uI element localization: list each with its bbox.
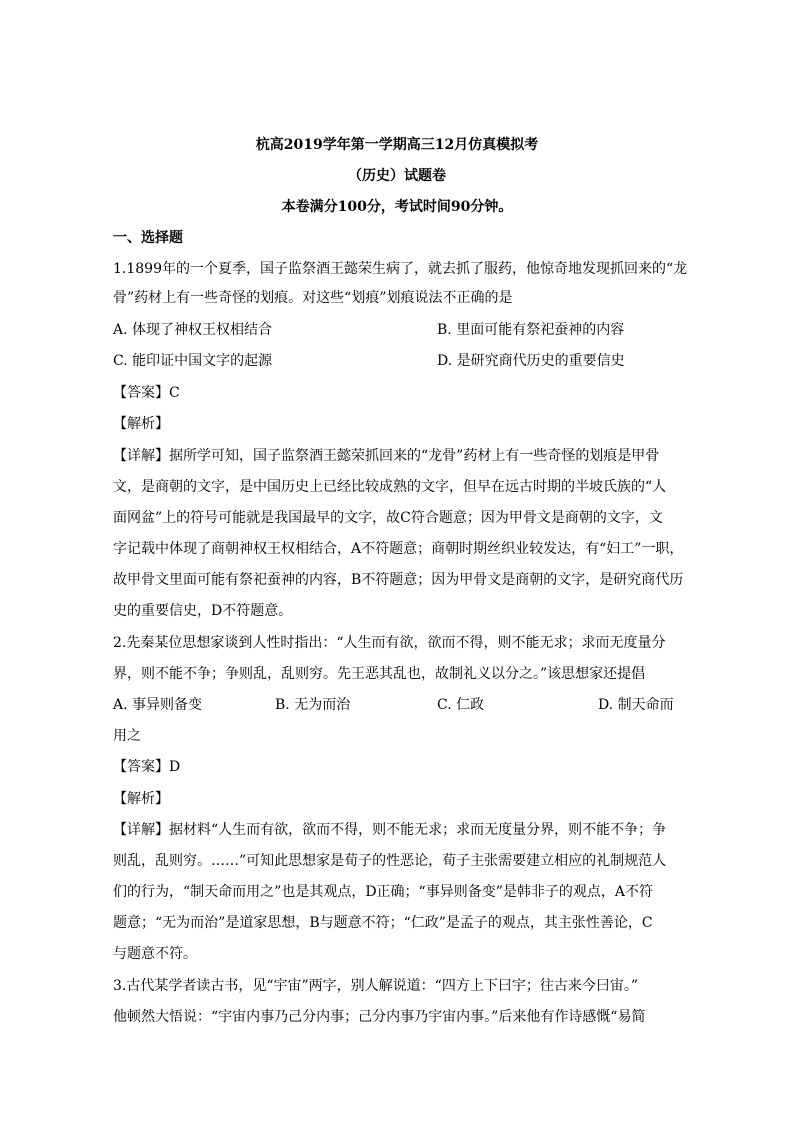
q2-detail-line: 则乱，乱则穷。……”可知此思想家是荀子的性恶论，荀子主张需要建立相应的礼制规范人 xyxy=(113,853,667,869)
q1-option-a: A. 体现了神权王权相结合 xyxy=(113,322,273,338)
q2-detail-line: 们的行为，“制天命而用之”也是其观点，D正确；“事异则备变”是韩非子的观点，A不符 xyxy=(113,884,653,900)
q2-stem-line: 界，则不能不争；争则乱，乱则穷。先王恶其乱也，故制礼义以分之。”该思想家还提倡 xyxy=(113,666,646,682)
q1-option-b: B. 里面可能有祭祀蚕神的内容 xyxy=(437,322,625,338)
q1-stem-line: 骨”药材上有一些奇怪的划痕。对这些“划痕”划痕说法不正确的是 xyxy=(113,290,513,306)
q2-option-d: D. 制天命而 xyxy=(598,697,674,713)
q1-detail-line: 史的重要信史，D不符题意。 xyxy=(113,603,293,619)
q1-detail-line: 面网盆”上的符号可能就是我国最早的文字，故C符合题意；因为甲骨文是商朝的文字，文 xyxy=(113,510,663,526)
q2-detail-line: 题意；“无为而治”是道家思想，B与题意不符；“仁政”是孟子的观点，其主张性善论，C xyxy=(113,915,653,931)
q2-option-a: A. 事异则备变 xyxy=(113,697,203,713)
q2-option-c: C. 仁政 xyxy=(437,697,485,713)
exam-info: 本卷满分100分，考试时间90分钟。 xyxy=(281,199,513,215)
q1-detail-line: 【详解】据所学可知，国子监祭酒王懿荣抓回来的“龙骨”药材上有一些奇怪的划痕是甲骨 xyxy=(113,448,660,464)
q1-answer: 【答案】C xyxy=(113,385,180,401)
q1-detail-line: 文，是商朝的文字，是中国历史上已经比较成熟的文字，但早在远古时期的半坡氏族的“人 xyxy=(113,479,667,495)
q2-answer: 【答案】D xyxy=(113,759,181,775)
q1-detail-line: 故甲骨文里面可能有祭祀蚕神的内容，B不符题意；因为甲骨文是商朝的文字，是研究商代历 xyxy=(113,572,684,588)
q1-option-c: C. 能印证中国文字的起源 xyxy=(113,353,273,369)
q1-analysis-label: 【解析】 xyxy=(113,416,169,432)
q2-detail-line: 【详解】据材料“人生而有欲，欲而不得，则不能无求；求而无度量分界，则不能不争；争 xyxy=(113,822,667,838)
q2-detail-line: 与题意不符。 xyxy=(113,946,197,962)
q2-stem-line: 2.先秦某位思想家谈到人性时指出：“人生而有欲，欲而不得，则不能无求；求而无度量分 xyxy=(113,635,666,651)
q2-option-d-cont: 用之 xyxy=(113,728,141,744)
exam-subtitle: （历史）试题卷 xyxy=(348,168,446,184)
q3-stem-line: 3.古代某学者读古书，见“宇宙”两字，别人解说道：“四方上下曰宇；往古来今曰宙。” xyxy=(113,978,638,994)
q1-detail-line: 字记载中体现了商朝神权王权相结合，A不符题意；商朝时期丝织业较发达，有“妇工”一职， xyxy=(113,541,684,557)
exam-title: 杭高2019学年第一学期高三12月仿真模拟考 xyxy=(255,137,539,153)
q2-option-b: B. 无为而治 xyxy=(275,697,351,713)
section-heading: 一、选择题 xyxy=(113,230,183,246)
q1-stem-line: 1.1899年的一个夏季，国子监祭酒王懿荣生病了，就去抓了服药，他惊奇地发现抓回来的“龙 xyxy=(113,261,688,277)
q2-analysis-label: 【解析】 xyxy=(113,791,169,807)
q1-option-d: D. 是研究商代历史的重要信史 xyxy=(437,353,625,369)
q3-stem-line: 他顿然大悟说：“宇宙内事乃己分内事；己分内事乃宇宙内事。”后来他有作诗感慨“易简 xyxy=(113,1009,646,1025)
